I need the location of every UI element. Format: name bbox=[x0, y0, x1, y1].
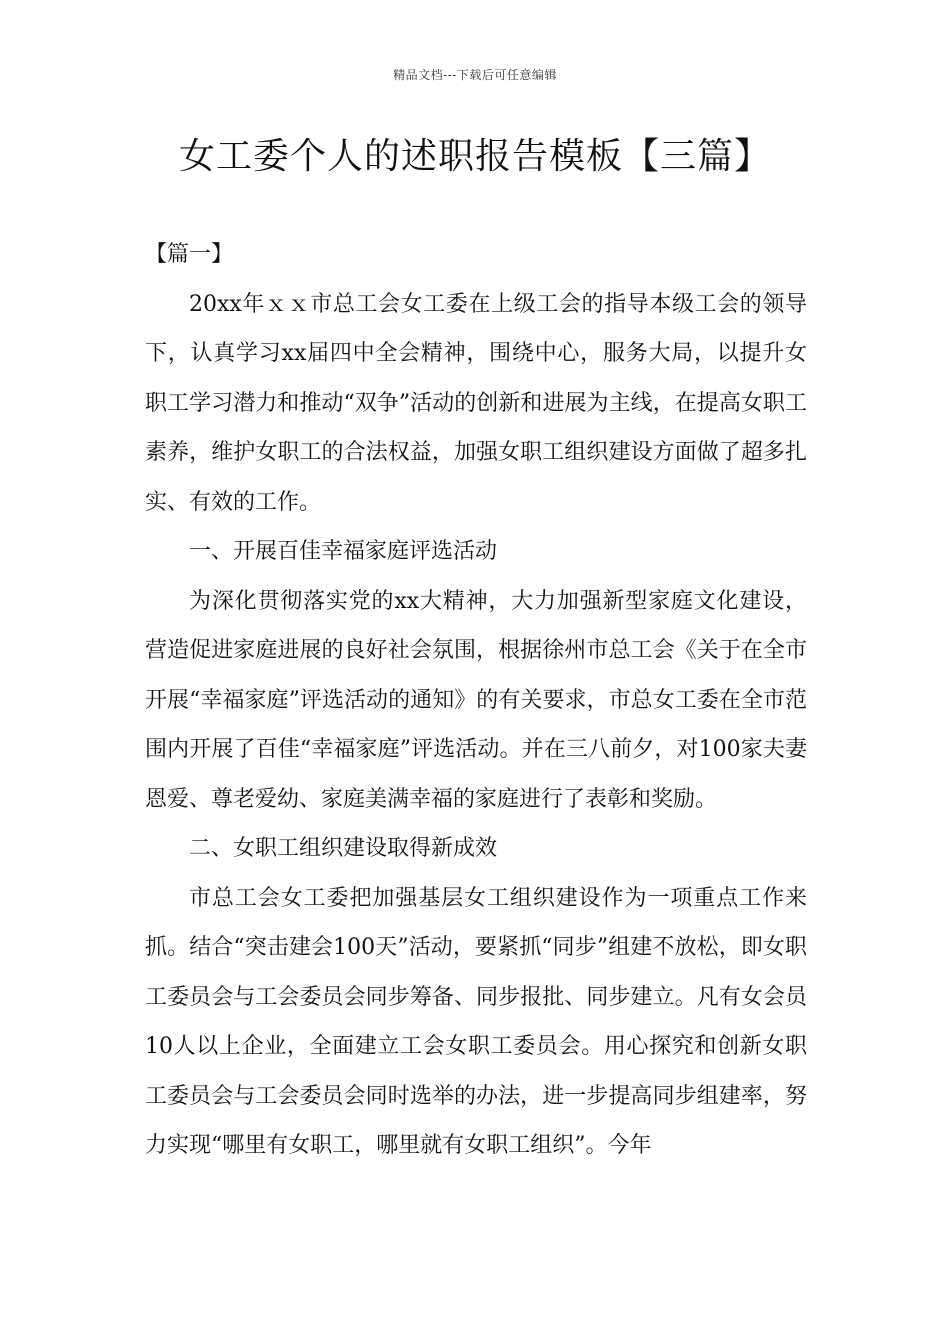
section-2-paragraph: 市总工会女工委把加强基层女工组织建设作为一项重点工作来抓。结合“突击建会100天”活动，要紧抓“同步”组建不放松，即女职工委员会与工会委员会同步筹备、同步报批、同步建立。凡有女会员10人以上企业，全面建立工会女职工委员会。用心探究和创新女职工委员会与工会委员会同时选举的办法，进一步提高同步组建率，努力实现“哪里有女职工，哪里就有女职工组织”。今年 bbox=[145, 885, 807, 1158]
part-label: 【篇一】 bbox=[145, 242, 234, 267]
intro-paragraph: 20xx年ｘｘ市总工会女工委在上级工会的指导本级工会的领导下，认真学习xx届四中全会精神，围绕中心，服务大局，以提升女职工学习潜力和推动“双争”活动的创新和进展为主线，在提高女职工素养，维护女职工的合法权益，加强女职工组织建设方面做了超多扎实、有效的工作。 bbox=[145, 291, 807, 515]
document-title: 女工委个人的述职报告模板【三篇】 bbox=[178, 136, 771, 177]
header-note: 精品文档---下载后可任意编辑 bbox=[393, 68, 557, 82]
section-heading-1: 一、开展百佳幸福家庭评选活动 bbox=[189, 539, 498, 564]
document-body bbox=[145, 230, 807, 1171]
section-1-paragraph: 为深化贯彻落实党的xx大精神，大力加强新型家庭文化建设，营造促进家庭进展的良好社会氛围，根据徐州市总工会《关于在全市开展“幸福家庭”评选活动的通知》的有关要求，市总女工委在全市范围内开展了百佳“幸福家庭”评选活动。并在三八前夕，对100家夫妻恩爱、尊老爱幼、家庭美满幸福的家庭进行了表彰和奖励。 bbox=[145, 588, 807, 812]
section-heading-2: 二、女职工组织建设取得新成效 bbox=[189, 836, 498, 861]
